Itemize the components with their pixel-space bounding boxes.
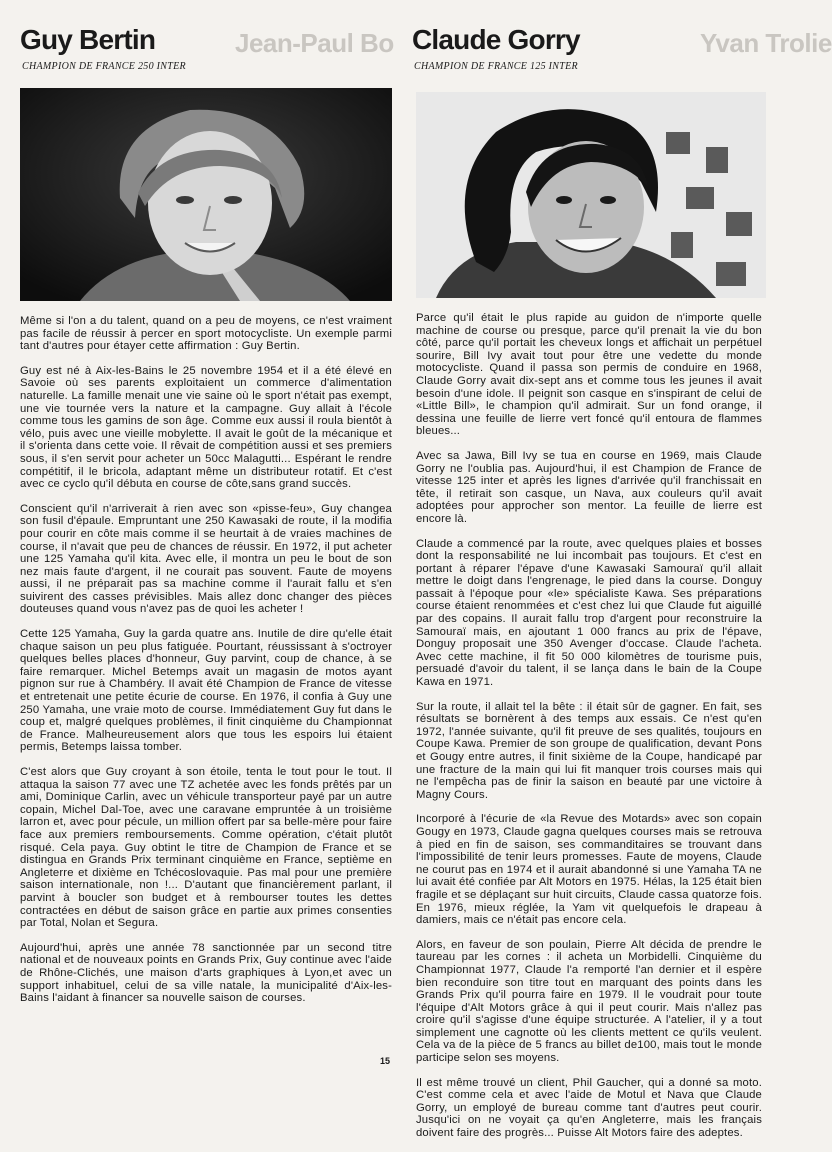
paragraph: Même si l'on a du talent, quand on a peu de moyens, ce n'est vraiment pas facile de réussir à percer en sport motocycliste. Un exemple parmi tant d'autres pour étayer cette affirmation : Guy Bertin.: [20, 315, 392, 353]
paragraph: Guy est né à Aix-les-Bains le 25 novembre 1954 et il a été élevé en Savoie où ses parents exploitaient un commerce d'alimentation naturelle. La famille menait une vie saine où le sport n'était pas exempt, une vie tournée vers la nature et la campagne. Guy allait à l'école comme tous les gamins de son âge. Comme eux aussi il roula bientôt à vélo, puis avec une vieille mobylette. Il avait le goût de la mécanique et il s'orienta dans cette voie. Il rêvait de compétition aussi et ses premiers sous, il s'en servit pour acheter un 50cc Malagutti... Espérant le rendre compétitif, il le bricola, adaptant même un distributeur rotatif. Et c'est avec ce cyclo qu'il débuta en course de côte,sans grand succès.: [20, 364, 392, 491]
article-body: [20, 315, 392, 1005]
paragraph: C'est alors que Guy croyant à son étoile, tenta le tout pour le tout. Il attaqua la saison 77 avec une TZ achetée avec les fonds prêtés par un ami, Dominique Carlin, avec un véhicule transporteur payé par un autre copain, Michel Dal-Toe, avec une caravane empruntée à un troisième larron et, avec pour pécule, un million offert par sa belle-mère pour faire face aux premiers remboursements. Comme opération, c'était plutôt risqué. Cela paya. Guy obtint le titre de Champion de France et se distingua en Grands Prix terminant cinquième en France, septième en Angleterre et dixième en Tchécoslovaquie. Pas mal pour une première saison internationale, non !... D'autant que financièrement parlant, il parvint à boucler son budget et à rembourser toutes les dettes contractées en début de saison grâce en partie aux primes consenties par Total, Nolan et Segura.: [20, 766, 392, 930]
page-number: 15: [380, 1056, 391, 1066]
paragraph: Il est même trouvé un client, Phil Gaucher, qui a donné sa moto. C'est comme cela et avec l'aide de Motul et Nava que Claude Gorry, un employé de bureau comme tant d'autres peut courir. Jusqu'ici on ne voyait ça qu'en Angleterre, mais les français doivent faire des progrès... Puisse Alt Motors faire des adeptes.: [416, 1076, 762, 1140]
neighbor-heading-right: Yvan Trolie: [700, 28, 832, 58]
portrait-photo-icon: [20, 88, 392, 301]
portrait-photo-icon: [416, 92, 766, 298]
paragraph: Conscient qu'il n'arriverait à rien avec son «pisse-feu», Guy changea son fusil d'épaule. Empruntant une 250 Kawasaki de route, il la modifia pour courir en côte mais comme il se heurtait à de vraies machines de course, il n'avait que peu de chances de réussir. En 1972, il put acheter une 125 Yamaha qu'il kita. Avec elle, il montra un peu le bout de son nez mais faute d'argent, il ne courait pas souvent. Faute de moyens aussi, il ne préparait pas sa machine comme il l'aurait fallu et s'en suivirent des casses prévisibles. Mais allez donc changer des pièces douteuses quand vous n'avez pas de quoi les acheter !: [20, 502, 392, 616]
paragraph: Sur la route, il allait tel la bête : il était sûr de gagner. En fait, ses résultats se bornèrent à des temps aux essais. Ce n'est qu'en 1972, l'année suivante, qu'il fit preuve de ses qualités, toujours en Coupe Kawa. Premier de son groupe de qualification, devant Pons et Gougy entre autres, il finit sixième de la Coupe, handicapé par une fracture de la main qui lui fit manquer trois courses mais qui ne l'empêcha pas de finir la saison en beauté par une victoire à Magny Cours.: [416, 700, 762, 801]
paragraph: Parce qu'il était le plus rapide au guidon de n'importe quelle machine de course ou presque, parce qu'il prenait la vie du bon côté, parce qu'il portait les cheveux longs et affichait un perpétuel sourire, Bill Ivy avait tout pour être une vedette du monde motocycliste. Quand il passa son permis de conduire en 1968, Claude Gorry avait dix-sept ans et comme tous les jeunes il avait besoin d'une idole. Il peignit son casque en s'inspirant de celui de «Little Bill», le champion qu'il admirait. Sur un fond orange, il dessina une feuille de lierre vert foncé qu'il entoura de flammes bleues...: [416, 312, 762, 438]
article-title: Claude Gorry: [412, 23, 588, 57]
paragraph: Claude a commencé par la route, avec quelques plaies et bosses dont la responsabilité ne lui incombait pas toujours. Et c'est en portant à réparer l'épave d'une Kawasaki Samouraï qu'il allait mettre le doigt dans l'engrenage, le pied dans la course. Donguy passait à l'époque pour «le» spécialiste Kawa. Ses préparations course étaient renommées et c'est chez lui que Claude fut aiguillé par des copains. Il aurait fallu trop d'argent pour reconstruire la Samouraï mais, en ajoutant 1 000 francs au prix de l'épave, Donguy proposait une 350 Avenger d'occase. Claude l'acheta. Avec cette machine, il fit 50 000 kilomètres de tourisme puis, persuadé d'avoir du talent, il se lança dans le bain de la Coupe Kawa en 1971.: [416, 537, 762, 689]
neighbor-heading-left: Jean-Paul Bo: [235, 28, 394, 58]
paragraph: Cette 125 Yamaha, Guy la garda quatre ans. Inutile de dire qu'elle était chaque saison un peu plus fatiguée. Pourtant, réussissant à s'octroyer quelques belles places d'honneur, Guy parvint, coup de chance, à se faire remarquer. Michel Betemps avait un magasin de motos ayant pignon sur rue à Chambéry. Il avait été Champion de France de vitesse et entretenait une petite écurie de course. En 1976, il confia à Guy une 250 Yamaha, une vraie moto de course. Immédiatement Guy fut dans le coup et, malgré quelques problèmes, il finit cinquième du Championnat de France. Malheureusement alors que tous les espoirs lui étaient permis, Betemps laissa tomber.: [20, 628, 392, 754]
article-title: Guy Bertin: [20, 23, 163, 57]
article-claude-gorry: [412, 18, 762, 1152]
article-subtitle: CHAMPION DE FRANCE 125 INTER: [414, 61, 578, 72]
paragraph: Avec sa Jawa, Bill Ivy se tua en course en 1969, mais Claude Gorry ne l'oublia pas. Aujourd'hui, il est Champion de France de vitesse 125 inter et après les lignes d'arrivée qu'il franchissait en tête, il retirait son casque, un Nava, aux couleurs qu'il avait adoptées pour approcher son mentor. La feuille de lierre est encore là.: [416, 449, 762, 525]
article-body: [416, 312, 762, 1140]
paragraph: Aujourd'hui, après une année 78 sanctionnée par un second titre national et de nouveaux points en Grands Prix, Guy continue avec l'aide de Rhône-Clichés, une maison d'arts graphiques à Lyon,et avec un support inhabituel, celui de sa ville natale, la municipalité d'Aix-les-Bains l'aidant à financer sa nouvelle saison de courses.: [20, 941, 392, 1005]
paragraph: Incorporé à l'écurie de «la Revue des Motards» avec son copain Gougy en 1973, Claude gagna quelques courses mais se retrouva à pied en fin de saison, ses commanditaires se trouvant dans l'impossibilité de tenir leurs promesses. Faute de moyens, Claude ne courut pas en 1974 et il aurait abandonné si une Yamaha TA ne lui avait été confiée par Alt Motors en 1975. Hélas, la 125 était bien fragile et se déplaçant sur huit circuits, Claude cassa quatorze fois. En 1976, mieux réglée, la Yam vit quelquefois le drapeau à damiers, mais ce n'était pas encore cela.: [416, 813, 762, 927]
paragraph: Alors, en faveur de son poulain, Pierre Alt décida de prendre le taureau par les cornes : il acheta un Morbidelli. Cinquième du Championnat 1977, Claude l'a remporté l'an dernier et il espère bien reconduire son titre tout en marquant des points dans les Grands Prix qu'il pourra faire en 1979. Il le voudrait pour toute l'équipe d'Alt Motors grâce à qui il peut courir. Mais n'allez pas croire qu'il s'agisse d'une équipe structurée. A l'atelier, il y a tout simplement une cagnotte où les clients mettent ce qu'ils veulent. Cela va de la pièce de 5 francs au billet de100, mais tout le monde participe selon ses moyens.: [416, 938, 762, 1065]
article-guy-bertin: [20, 18, 392, 1017]
article-subtitle: CHAMPION DE FRANCE 250 INTER: [22, 61, 186, 72]
